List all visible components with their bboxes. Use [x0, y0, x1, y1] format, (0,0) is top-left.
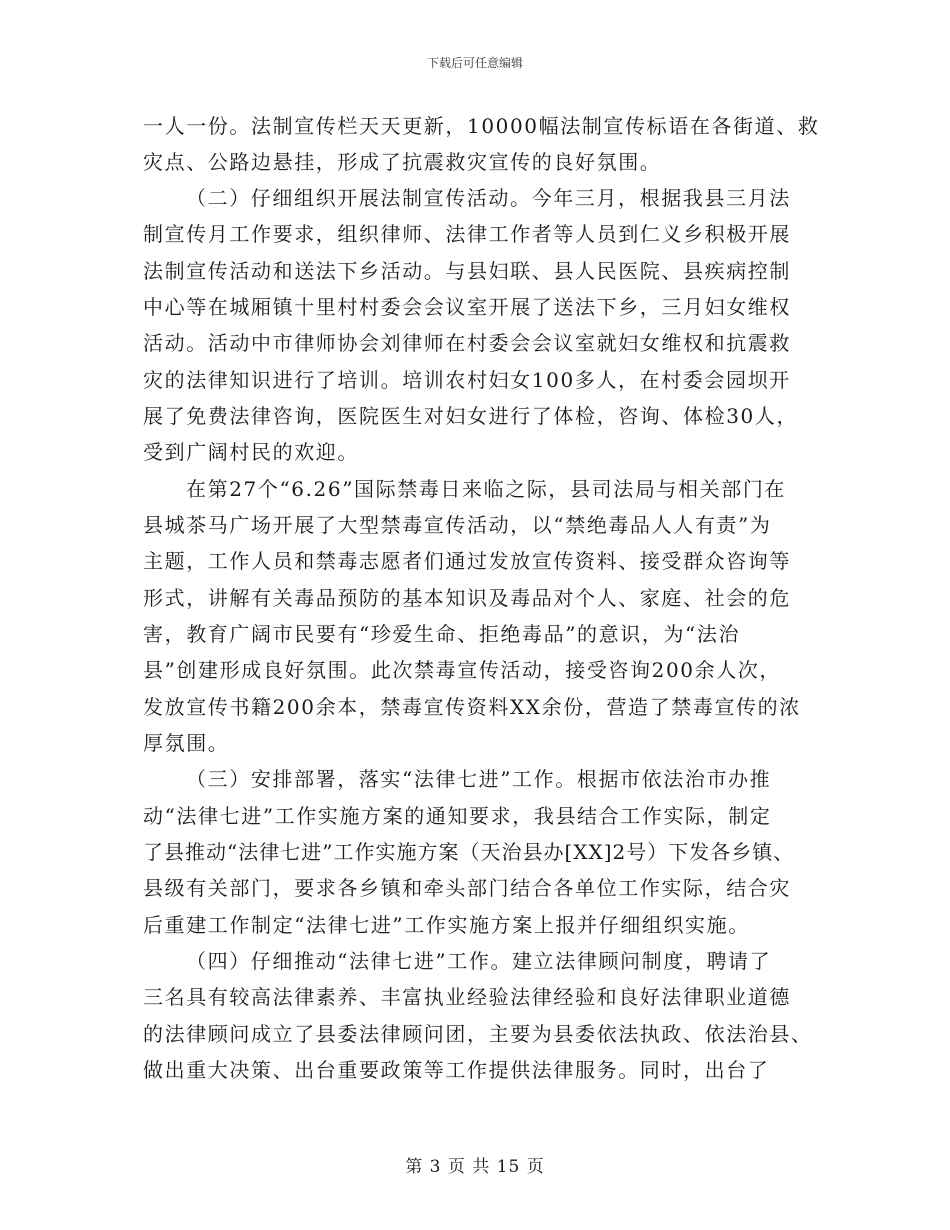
text-line: 展了免费法律咨询，医院医生对妇女进行了体检，咨询、体检30人，	[143, 404, 799, 428]
text-line: 做出重大决策、出台重要政策等工作提供法律服务。同时，出台了	[143, 1058, 770, 1082]
text-line: 害，教育广阔市民要有“珍爱生命、拒绝毒品”的意识，为“法治	[143, 622, 741, 646]
text-line: 灾的法律知识进行了培训。培训农村妇女100多人，在村委会园坝开	[143, 368, 791, 392]
text-line: 一人一份。法制宣传栏天天更新，10000幅法制宣传标语在各街道、救	[143, 114, 820, 138]
text-line: （二）仔细组织开展法制宣传活动。今年三月，根据我县三月法	[186, 186, 791, 210]
page-header: 下载后可任意编辑	[426, 56, 523, 70]
text-line: 形式，讲解有关毒品预防的基本知识及毒品对个人、家庭、社会的危	[143, 586, 791, 610]
text-line: （四）仔细推动“法律七进”工作。建立法律顾问制度，聘请了	[186, 949, 772, 973]
text-line: 受到广阔村民的欢迎。	[143, 440, 359, 464]
text-line: 制宣传月工作要求，组织律师、法律工作者等人员到仁义乡积极开展	[143, 222, 791, 246]
text-line: 活动。活动中市律师协会刘律师在村委会会议室就妇女维权和抗震救	[143, 331, 791, 355]
text-line: （三）安排部署，落实“法律七进”工作。根据市依法治市办推	[186, 767, 772, 791]
text-line: 在第27个“6.26”国际禁毒日来临之际，县司法局与相关部门在	[186, 477, 787, 501]
text-line: 后重建工作制定“法律七进”工作实施方案上报并仔细组织实施。	[143, 913, 750, 937]
text-line: 县级有关部门，要求各乡镇和牵头部门结合各单位工作实际，结合灾	[143, 876, 791, 900]
text-line: 动“法律七进”工作实施方案的通知要求，我县结合工作实际，制定	[143, 804, 772, 828]
page-number: 第 3 页 共 15 页	[405, 1157, 545, 1177]
text-line: 县城茶马广场开展了大型禁毒宣传活动，以“禁绝毒品人人有责”为	[143, 513, 772, 537]
text-line: 的法律顾问成立了县委法律顾问团，主要为县委依法执政、依法治县、	[143, 1022, 813, 1046]
text-line: 中心等在城厢镇十里村村委会会议室开展了送法下乡，三月妇女维权	[143, 295, 791, 319]
text-line: 灾点、公路边悬挂，形成了抗震救灾宣传的良好氛围。	[143, 150, 662, 174]
text-line: 了县推动“法律七进”工作实施方案（天治县办[XX]2号）下发各乡镇、	[143, 840, 795, 864]
text-line: 厚氛围。	[143, 731, 230, 755]
text-line: 主题，工作人员和禁毒志愿者们通过发放宣传资料、接受群众咨询等	[143, 549, 791, 573]
text-line: 三名具有较高法律素养、丰富执业经验法律经验和良好法律职业道德	[143, 985, 791, 1009]
text-line: 发放宣传书籍200余本，禁毒宣传资料XX余份，营造了禁毒宣传的浓	[143, 695, 801, 719]
text-line: 法制宣传活动和送法下乡活动。与县妇联、县人民医院、县疾病控制	[143, 259, 791, 283]
text-line: 县”创建形成良好氛围。此次禁毒宣传活动，接受咨询200余人次，	[143, 658, 781, 682]
